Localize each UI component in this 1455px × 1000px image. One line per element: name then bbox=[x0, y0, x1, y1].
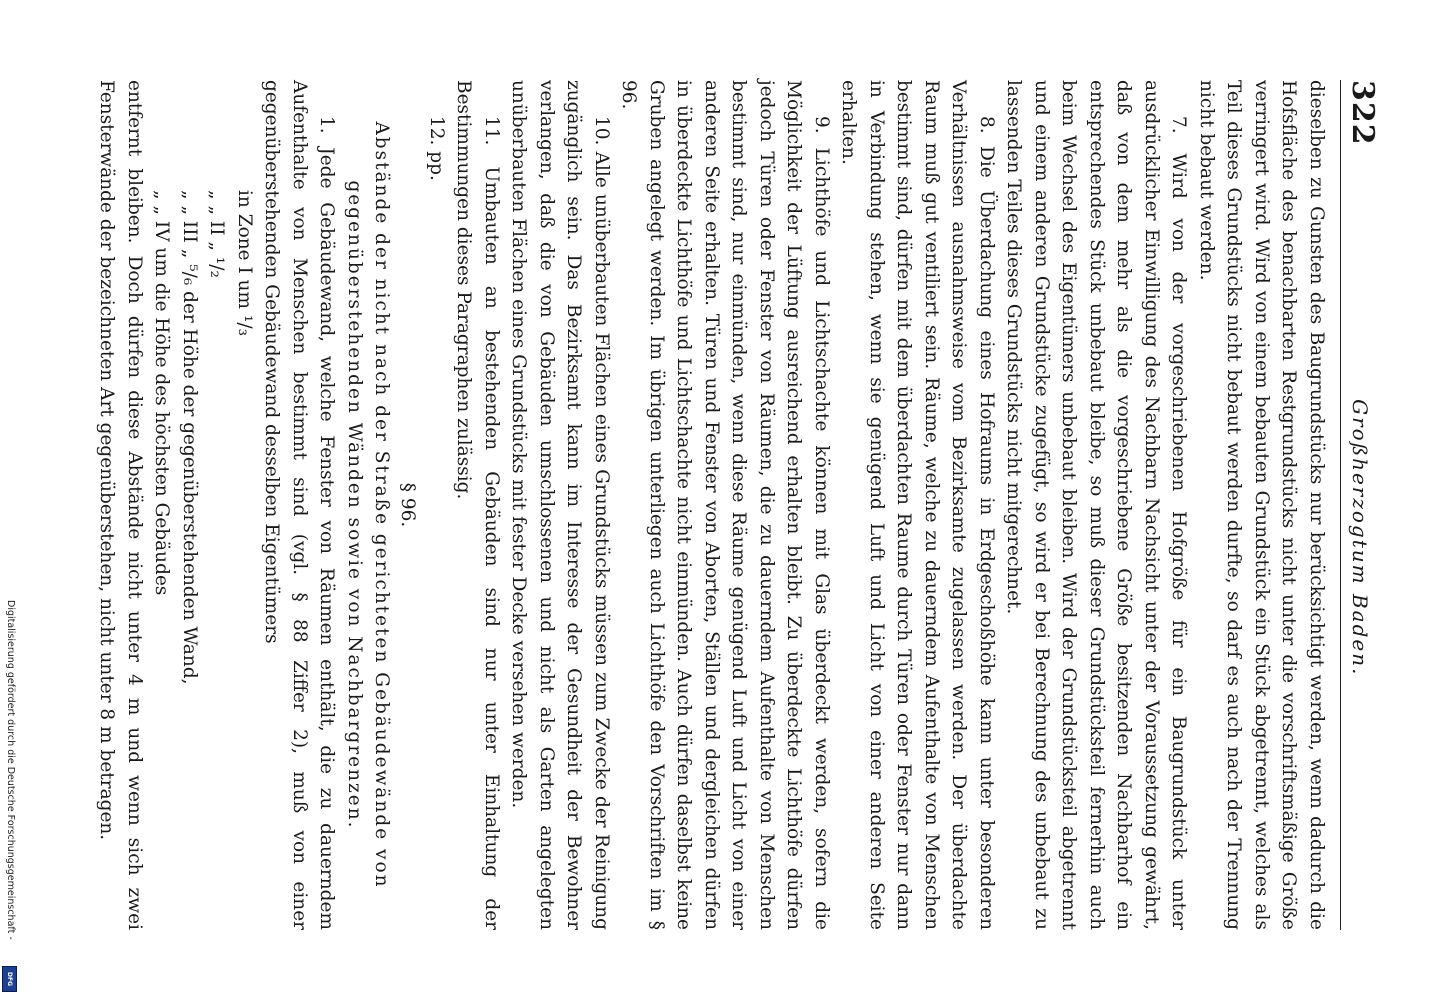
zone-line-3: „ „ III „ ⁵/₆ der Höhe der gegenüberstehenden Wand, bbox=[179, 190, 200, 685]
zone-line-1: in Zone I um ¹/₃ bbox=[234, 190, 255, 337]
section-mark: § 96. bbox=[397, 482, 419, 528]
zone-line-4: „ „ IV um die Höhe des höchsten Gebäudes bbox=[151, 190, 173, 596]
section-paragraph-1: 1. Jede Gebäudewand, welche Fenster von Räumen enthält, die zu dauerndem Aufenthalte von Menschen bestimmt sind (vgl. § 88 Ziffer 2), muß von einer gegenüberstehenden Gebäudewand desselben Eigentümers bbox=[261, 80, 338, 930]
digitization-credit-strip bbox=[0, 0, 18, 1000]
paragraph-11: 11. Umbauten an bestehenden Gebäuden sind nur unter Einhaltung der Bestimmungen dieses Paragraphen zulässig. bbox=[453, 80, 502, 930]
section-title: Abstände der nicht nach der Straße gerichteten Gebäudewände von gegenüberstehenden Wänden sowie von Nachbargrenzen. bbox=[344, 121, 393, 889]
paragraph-10: 10. Alle unüberbauten Flächen eines Grundstücks müssen zum Zwecke der Reinigung zugänglich sein. Das Bezirksamt kann im Interesse der Gesundheit der Bewohner verlangen, daß die von Gebäuden umschlossenen und nicht als Garten angelegten unüberbauten Flächen eines Grundstücks mit fester Decke versehen werden. bbox=[508, 80, 612, 930]
zone-line-2: „ „ II „ ¹/₂ bbox=[206, 190, 228, 278]
paragraph-8: 8. Die Überdachung eines Hofraums in Erdgeschoßhöhe kann unter besonderen Verhältnissen ausnahmsweise vom Bezirksamte zugelassen werden. Der überdachte Raum muß gut ventiliert sein. Räume, welche zu dauerndem Aufenthalte von Menschen bestimmt sind, dürfen mit dem überdachten Raume durch Türen oder Fenster nur dann in Verbindung stehen, wenn sie genügend Luft und Licht von einer anderen Seite erhalten. bbox=[838, 80, 997, 930]
paragraph-9: 9. Lichthöfe und Lichtschachte können mit Glas überdeckt werden, sofern die Möglichkeit der Lüftung ausreichend erhalten bleibt. Zu überdeckte Lichthöfe dürfen jedoch Türen oder Fenster von Räumen, die zu dauerndem Aufenthalte von Menschen bestimmt sind, nur einmünden, wenn diese Räume genügend Luft und Licht von einer anderen Seite erhalten. Türen und Fenster von Aborten, Ställen und dergleichen dürfen in überdeckte Lichthöfe und Lichtschachte nicht einmünden. Auch dürfen daselbst keine Gruben angelegt werden. Im übrigen unterliegen auch Lichthöfe den Vorschriften im § 96. bbox=[618, 80, 832, 930]
closing-paragraph: entfernt bleiben. Doch dürfen diese Abstände nicht unter 4 m und wenn sich zwei Fensterwände der bezeichneten Art gegenüberstehen, nicht unter 8 m betragen. bbox=[96, 80, 145, 930]
paragraph-12: 12. pp. bbox=[426, 116, 447, 181]
page-header bbox=[1340, 80, 1380, 930]
paragraph-7: 7. Wird von der vorgeschriebenen Hofgröße für ein Baugrundstück unter ausdrücklicher Einwilligung des Nachbarn Nachsicht unter der Voraussetzung gewährt, daß von dem mehr als die vorgeschriebene Größe besitzenden Nachbarhof ein entsprechendes Stück unbebaut bleibe, so muß dieser Grundstücksteil fernerhin auch beim Wechsel des Eigentümers unbebaut bleiben. Wird der Grundstücksteil abgetrennt und einem anderen Grundstücke zugefügt, so wird er bei Berechnung des unbebaut zu lassenden Teiles dieses Grundstücks nicht mitgerechnet. bbox=[1003, 80, 1190, 930]
dfg-logo-icon: DFG bbox=[2, 966, 17, 992]
page-number: 322 bbox=[1345, 80, 1380, 146]
running-head: Großherzogtum Baden. bbox=[1348, 399, 1372, 677]
paragraph-continuation: dieselben zu Gunsten des Baugrundstücks nur berücksichtigt werden, wenn dadurch die Hofsfläche des benachbarten Restgrundstücks nicht unter die vorschriftsmäßige Größe verringert wird. Wird von einem bebauten Grundstück ein Stück abgetrennt, welches als Teil dieses Grundstücks nicht bebaut werden durfte, so darf es auch nach der Trennung nicht bebaut werden. bbox=[1196, 80, 1327, 930]
digitization-credit: Digitalisierung gefördert durch die Deutsche Forschungsgemeinschaft - bbox=[5, 600, 16, 940]
